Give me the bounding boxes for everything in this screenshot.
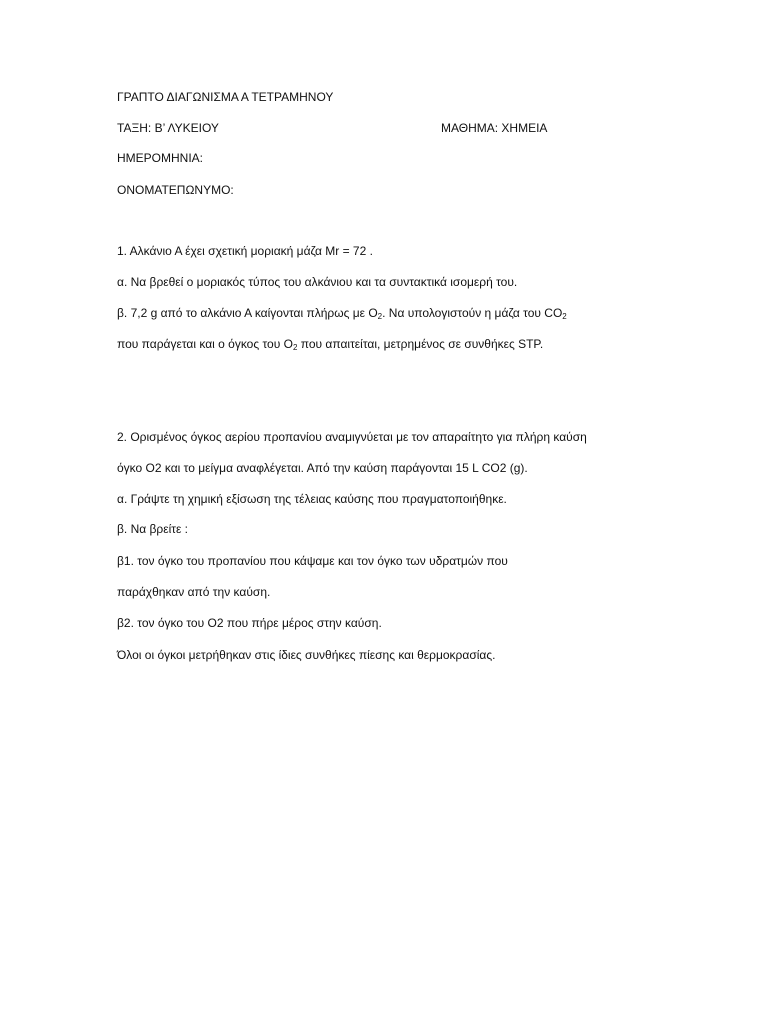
class-label: ΤΑΞΗ: Β’ ΛΥΚΕΙΟΥ xyxy=(117,121,219,135)
question1-part-a: α. Να βρεθεί ο μοριακός τύπος του αλκάνιου και τα συντακτικά ισομερή του. xyxy=(117,275,518,289)
name-label: ΟΝΟΜΑΤΕΠΩΝΥΜΟ: xyxy=(117,183,234,197)
class-subject-row xyxy=(117,120,717,136)
question2-part-b2: β2. τον όγκο του O2 που πήρε μέρος στην καύση. xyxy=(117,616,382,630)
question2-part-a: α. Γράψτε τη χημική εξίσωση της τέλειας καύσης που πραγματοποιήθηκε. xyxy=(117,492,507,506)
exam-title: ΓΡΑΠΤΟ ΔΙΑΓΩΝΙΣΜΑ Α ΤΕΤΡΑΜΗΝΟΥ xyxy=(117,90,334,104)
question2-part-b1-line1: β1. τον όγκο του προπανίου που κάψαμε και τον όγκο των υδρατμών που xyxy=(117,554,508,568)
question1-intro: 1. Αλκάνιο Α έχει σχετική μοριακή μάζα Mr = 72 . xyxy=(117,244,373,258)
subject-label: ΜΑΘΗΜΑ: ΧΗΜΕΙΑ xyxy=(441,121,548,135)
question2-intro-line2: όγκο O2 και το μείγμα αναφλέγεται. Από την καύση παράγονται 15 L CO2 (g). xyxy=(117,461,528,475)
question1-part-b-line1 xyxy=(117,305,567,321)
question2-part-b: β. Να βρείτε : xyxy=(117,522,189,536)
question2-note: Όλοι οι όγκοι μετρήθηκαν στις ίδιες συνθήκες πίεσης και θερμοκρασίας. xyxy=(117,648,496,662)
subscript-two: 2 xyxy=(377,312,383,321)
question2-part-b1-line2: παράχθηκαν από την καύση. xyxy=(117,585,271,599)
date-label: ΗΜΕΡΟΜΗΝΙΑ: xyxy=(117,151,204,165)
question1-part-b-text1: β. 7,2 g από το αλκάνιο Α καίγονται πλήρως με O xyxy=(117,306,378,320)
question1-part-b-text3: που παράγεται και ο όγκος του O xyxy=(117,337,293,351)
subscript-two: 2 xyxy=(292,343,298,352)
question1-part-b-line2 xyxy=(117,336,543,352)
question1-part-b-text4: που απαιτείται, μετρημένος σε συνθήκες STP. xyxy=(297,337,544,351)
subscript-two: 2 xyxy=(562,312,567,321)
question2-intro-line1: 2. Ορισμένος όγκος αερίου προπανίου αναμιγνύεται με τον απαραίτητο για πλήρη καύση xyxy=(117,430,587,444)
question1-part-b-text2: . Να υπολογιστούν η μάζα του CO xyxy=(382,306,563,320)
